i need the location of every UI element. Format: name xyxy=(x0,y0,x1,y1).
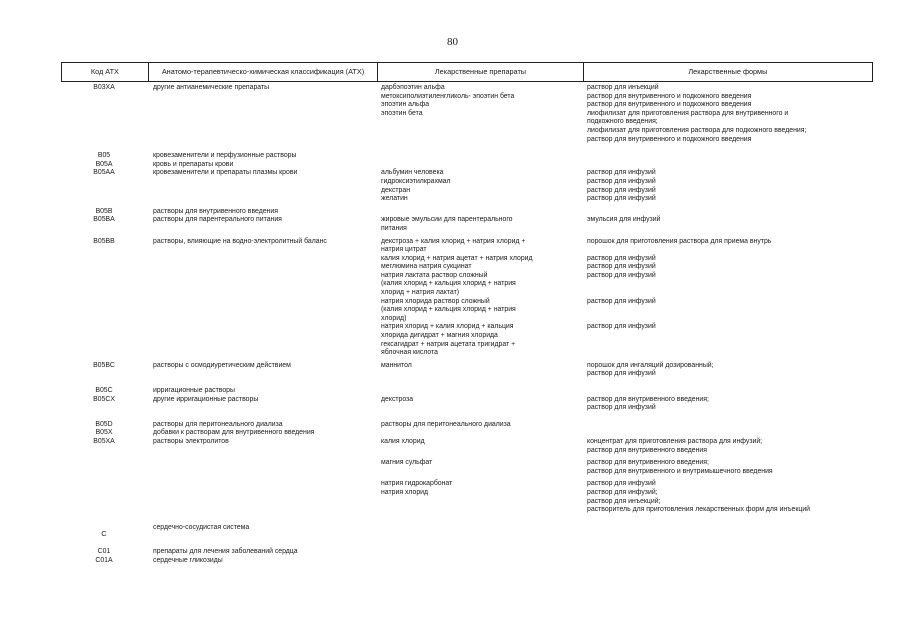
atc-code: B05D xyxy=(95,420,113,428)
drug-list xyxy=(377,548,583,557)
drug-name: жировые эмульсии для парентерального xyxy=(381,216,513,224)
atc-code: B05X xyxy=(95,429,113,437)
atc-code: B05XA xyxy=(93,437,115,445)
drug-list xyxy=(377,480,583,514)
atc-classification xyxy=(147,459,377,476)
atc-code: B05BB xyxy=(93,237,115,245)
atc-code: B05 xyxy=(97,152,111,160)
dosage-form: раствор для инфузий xyxy=(587,323,656,331)
dosage-form: раствор для внутривенного и подкожного введения xyxy=(587,92,752,100)
drug-name: гексагидрат + натрия ацетата тригидрат + xyxy=(381,340,516,348)
table-row xyxy=(61,84,873,144)
atc-code: B05C xyxy=(95,387,113,394)
dosage-form: раствор для инфузий xyxy=(587,271,656,279)
drug-name xyxy=(381,118,583,127)
drug-name: (калия хлорид + кальция хлорид + натрия xyxy=(381,280,516,288)
drug-name: декстран xyxy=(381,186,411,194)
table-row xyxy=(61,216,873,233)
drug-list xyxy=(377,84,583,144)
atc-classification xyxy=(147,298,377,324)
dosage-form: раствор для внутривенного введения; xyxy=(587,395,709,403)
header-forms: Лекарственные формы xyxy=(583,63,872,81)
drug-list xyxy=(377,323,583,357)
dosage-form: раствор для внутривенного введения xyxy=(587,446,707,454)
atc-table xyxy=(61,62,873,566)
drug-name: натрия лактата раствор сложный xyxy=(381,271,488,279)
page-number: 80 xyxy=(447,36,458,48)
dosage-form-list xyxy=(583,557,873,566)
drug-list xyxy=(377,396,583,413)
dosage-form-list xyxy=(583,480,873,514)
atc-classification: растворы для парентерального питания xyxy=(153,216,282,224)
dosage-form-list xyxy=(583,396,873,413)
dosage-form-list xyxy=(583,169,873,203)
drug-name: эпоэтин бета xyxy=(381,109,423,117)
table-row xyxy=(61,429,873,438)
drug-name: хлорида дигидрат + магния хлорида xyxy=(381,332,498,340)
atc-classification: растворы, влияющие на водно-электролитный баланс xyxy=(153,237,327,245)
atc-classification xyxy=(147,480,377,514)
drug-name: натрия хлорид xyxy=(381,488,429,496)
drug-name: (калия хлорид + кальция хлорид + натрия xyxy=(381,306,516,314)
dosage-form: раствор для инфузий xyxy=(587,370,656,378)
drug-list xyxy=(377,208,583,217)
drug-name xyxy=(381,136,583,145)
drug-name: растворы для перитонеального диализа xyxy=(381,420,511,428)
dosage-form-list xyxy=(583,152,873,161)
atc-classification: растворы с осмодиуретическим действием xyxy=(153,361,291,369)
atc-code xyxy=(61,323,147,357)
table-row xyxy=(61,208,873,217)
header-classification: Анатомо-терапевтическо-химическая классификация (АТХ) xyxy=(148,63,377,81)
drug-name: натрия хлорид + калия хлорид + кальция xyxy=(381,323,514,331)
header-drugs: Лекарственные препараты xyxy=(377,63,583,81)
dosage-form-list xyxy=(583,84,873,144)
atc-classification: сердечные гликозиды xyxy=(153,556,223,564)
dosage-form: эмульсия для инфузий xyxy=(587,216,661,224)
dosage-form: раствор для инъекций xyxy=(587,84,659,91)
dosage-form-list xyxy=(583,387,873,396)
dosage-form: раствор для инфузий xyxy=(587,195,656,203)
table-row xyxy=(61,298,873,324)
drug-name: альбумин человека xyxy=(381,169,444,177)
drug-list xyxy=(377,169,583,203)
atc-code xyxy=(61,480,147,514)
atc-code: C xyxy=(101,528,107,538)
atc-code: B05A xyxy=(95,160,113,168)
table-row xyxy=(61,480,873,514)
drug-list xyxy=(377,557,583,566)
atc-classification: растворы для внутривенного введения xyxy=(153,207,278,215)
drug-name: гидроксиэтилкрахмал xyxy=(381,177,451,185)
atc-classification: сердечно-сосудистая система xyxy=(153,523,250,531)
drug-list xyxy=(377,216,583,233)
drug-list xyxy=(377,429,583,438)
atc-code xyxy=(61,298,147,324)
atc-classification: другие ирригационные растворы xyxy=(153,395,259,403)
dosage-form-list xyxy=(583,421,873,430)
drug-name: яблочная кислота xyxy=(381,349,439,357)
dosage-form-list xyxy=(583,362,873,379)
table-header xyxy=(61,62,873,82)
dosage-form: лиофилизат для приготовления раствора для внутривенного и xyxy=(587,109,789,117)
dosage-form: раствор для инфузий xyxy=(587,254,656,262)
dosage-form-list xyxy=(583,298,873,324)
dosage-form-list xyxy=(583,548,873,557)
table-row xyxy=(61,524,873,539)
atc-classification: добавки к растворам для внутривенного введения xyxy=(153,429,315,437)
drug-name: магния сульфат xyxy=(381,459,433,467)
atc-classification: другие антианемические препараты xyxy=(153,84,270,91)
drug-name: маннитол xyxy=(381,361,412,369)
dosage-form-list xyxy=(583,459,873,476)
drug-list xyxy=(377,459,583,476)
dosage-form: раствор для инфузий xyxy=(587,404,656,412)
drug-list xyxy=(377,238,583,255)
dosage-form: раствор для внутривенного и внутримышечного введения xyxy=(587,467,773,475)
table-row xyxy=(61,255,873,298)
drug-name: декстроза xyxy=(381,395,414,403)
table-row xyxy=(61,152,873,161)
dosage-form-list xyxy=(583,524,873,539)
drug-list xyxy=(377,438,583,455)
dosage-form: раствор для инфузий xyxy=(587,169,656,177)
drug-name: хлорид) xyxy=(381,314,407,322)
atc-code: B05BC xyxy=(93,361,115,369)
drug-name: калия хлорид xyxy=(381,437,425,445)
dosage-form-list xyxy=(583,429,873,438)
drug-name: натрия хлорида раствор сложный xyxy=(381,297,490,305)
atc-classification: растворы электролитов xyxy=(153,437,229,445)
dosage-form: подкожного введения; xyxy=(587,118,658,126)
atc-classification: препараты для лечения заболеваний сердца xyxy=(153,548,298,556)
dosage-form: раствор для инфузий xyxy=(587,480,656,488)
dosage-form: раствор для инфузий; xyxy=(587,488,658,496)
table-row xyxy=(61,362,873,379)
drug-name: хлорид + натрия лактат) xyxy=(381,289,460,297)
dosage-form-list xyxy=(583,323,873,357)
table-body xyxy=(61,82,873,566)
drug-name: меглюмина натрия сукцинат xyxy=(381,263,472,271)
atc-code: B05BA xyxy=(93,216,115,224)
dosage-form: лиофилизат для приготовления раствора для подкожного введения; xyxy=(587,126,807,134)
atc-classification: кровезаменители и перфузионные растворы xyxy=(153,152,297,160)
drug-list xyxy=(377,421,583,430)
dosage-form: раствор для внутривенного введения; xyxy=(587,459,709,467)
drug-name: декстроза + калия хлорид + натрия хлорид + xyxy=(381,237,526,245)
table-row xyxy=(61,238,873,255)
drug-list xyxy=(377,298,583,324)
table-row xyxy=(61,548,873,557)
drug-name: метоксиполиэтиленгликоль- эпоэтин бета xyxy=(381,92,515,100)
drug-name: питания xyxy=(381,224,407,232)
atc-classification: ирригационные растворы xyxy=(153,387,235,394)
table-row xyxy=(61,323,873,357)
table-row xyxy=(61,169,873,203)
atc-classification: растворы для перитонеального диализа xyxy=(153,420,283,428)
dosage-form: раствор для внутривенного и подкожного введения xyxy=(587,101,752,109)
dosage-form: порошок для ингаляций дозированный; xyxy=(587,361,714,369)
dosage-form: раствор для внутривенного и подкожного введения xyxy=(587,135,752,143)
table-row xyxy=(61,161,873,170)
drug-list xyxy=(377,387,583,396)
dosage-form-list xyxy=(583,216,873,233)
drug-list xyxy=(377,524,583,539)
table-row xyxy=(61,387,873,396)
dosage-form-list xyxy=(583,255,873,298)
drug-name: натрия цитрат xyxy=(381,246,427,254)
atc-classification xyxy=(147,323,377,357)
atc-classification xyxy=(147,255,377,298)
atc-code: B05CX xyxy=(93,395,115,403)
atc-code: B05B xyxy=(95,207,113,215)
drug-list xyxy=(377,362,583,379)
table-row xyxy=(61,459,873,476)
atc-classification: кровезаменители и препараты плазмы крови xyxy=(153,169,298,177)
table-row xyxy=(61,438,873,455)
dosage-form: раствор для инфузий xyxy=(587,263,656,271)
drug-name: натрия гидрокарбонат xyxy=(381,480,453,488)
atc-code: C01A xyxy=(95,556,113,564)
drug-name: дарбэпоэтин альфа xyxy=(381,84,445,91)
dosage-form: порошок для приготовления раствора для приема внутрь xyxy=(587,237,772,245)
atc-code: B05AA xyxy=(93,169,115,177)
atc-code: B03XA xyxy=(93,84,115,91)
table-row xyxy=(61,396,873,413)
dosage-form: раствор для инфузий xyxy=(587,177,656,185)
dosage-form-list xyxy=(583,438,873,455)
dosage-form: растворитель для приготовления лекарственных форм для инъекций xyxy=(587,506,811,514)
atc-classification: кровь и препараты крови xyxy=(153,160,234,168)
dosage-form: раствор для инфузий xyxy=(587,297,656,305)
dosage-form: концентрат для приготовления раствора для инфузий; xyxy=(587,437,763,445)
atc-code xyxy=(61,255,147,298)
atc-code: C01 xyxy=(97,548,111,556)
drug-name xyxy=(381,127,583,136)
drug-list xyxy=(377,152,583,161)
table-row xyxy=(61,557,873,566)
drug-name: калия хлорид + натрия ацетат + натрия хлорид xyxy=(381,254,533,262)
drug-name: эпоэтин альфа xyxy=(381,101,430,109)
dosage-form: раствор для инъекций; xyxy=(587,497,661,505)
dosage-form: раствор для инфузий xyxy=(587,186,656,194)
dosage-form-list xyxy=(583,238,873,255)
drug-list xyxy=(377,255,583,298)
drug-name: желатин xyxy=(381,195,408,203)
header-code: Код АТХ xyxy=(90,67,119,76)
atc-code xyxy=(61,459,147,476)
